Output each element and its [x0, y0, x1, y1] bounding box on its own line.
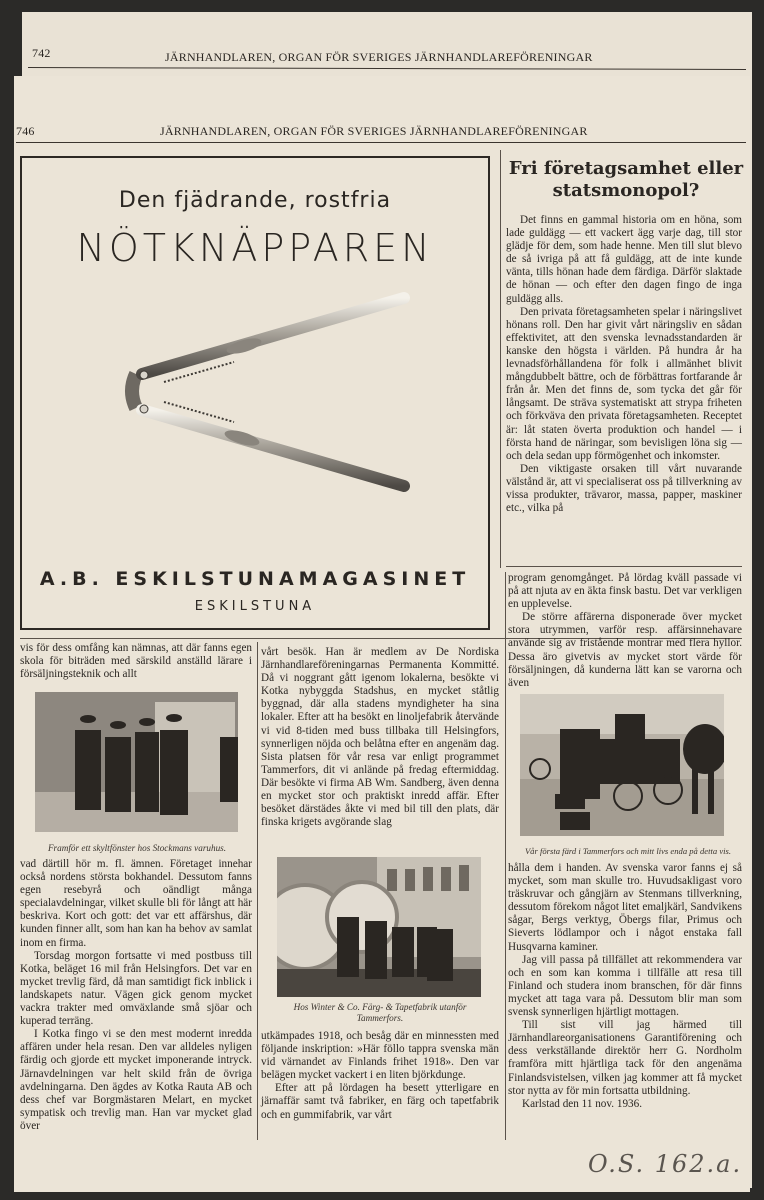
nutcracker-illustration-icon	[114, 276, 414, 506]
article-title: Fri företagsamhet eller statsmonopol?	[508, 158, 744, 201]
photo-factory-group-icon	[277, 857, 481, 997]
article-paragraph: Den viktigaste orsaken till vårt nuvarande välstånd är, att vi specialiserat oss på tillverkning av vissa produkter, trävaror, massa, papper, maskiner etc., vilka på	[506, 462, 742, 515]
ad-subtitle: Den fjädrande, rostfria	[118, 188, 392, 213]
photo-men-in-hats-icon	[35, 692, 238, 832]
report-col1-top	[20, 642, 252, 681]
back-page-number: 742	[32, 46, 51, 60]
report-paragraph: Till sist vill jag härmed till Järnhandlareorganisationens Garantiförening och dess verkställande direktör herr G. Nordholm framföra mitt hjärtliga tack för den angenäma Finlandsvistelsen, vilken jag kommer att få mycket stor nytta av för min fortsatta utbildning.	[508, 1019, 742, 1097]
column-divider	[505, 572, 506, 1140]
report-paragraph: program genomgånget. På lördag kväll passade vi på att njuta av en äkta finsk bastu. Det var verkligen en upplevelse.	[508, 572, 742, 611]
ad-title: NÖTKNÄPPAREN	[76, 226, 434, 270]
report-text: vis för dess omfång kan nämnas, att där fanns egen skola för biträden med särskild anställd lärare i försäljningsteknik och allt	[20, 642, 252, 681]
handwritten-archive-mark: O.S. 162.a.	[588, 1150, 743, 1178]
report-col1-bottom	[20, 858, 252, 1133]
report-paragraph: Efter att på lördagen ha besett ytterligare en järnaffär samt två fabriker, en färg och tapetfabrik och en gummifabrik, var vårt	[261, 1082, 499, 1121]
report-col3-bottom	[508, 862, 742, 1111]
article-paragraph: Den privata företagsamheten spelar i näringslivet hönans roll. Den har givit vårt näringsliv en sådan effektivitet, att den svenska levnadsstandarden är kanske den högsta i världen. På hundra år ha levnadsförhållandena för folk i allmänhet blivit mångdubbelt bättre, och de förbättras fortfarande år från år. Men det finns de, som tycka det går för långsamt. De sträva systematiskt att strypa friheten och förkväva den privata företagsamheten. Receptet är: låt staten överta produktion och handel — i första hand de näringar, som bevisligen löna sig — och dela sedan upp förmögenhet och inkomster.	[506, 305, 742, 462]
ad-city: ESKILSTUNA	[194, 599, 316, 614]
report-paragraph: vad därtill hör m. fl. ämnen. Företaget innehar också nordens största bokhandel. Dessutom fanns egen resebyrå och oändligt många specialavdelningar, vilket skulle bli för långt att här beskriva. Kort och gott: det var ett affärshus, där kunden finner allt, som han kan ha behov av samlat inom en firma.	[20, 858, 252, 949]
report-paragraph: utkämpades 1918, och besåg där en minnessten med följande inskription: »Här föllo tappra svenska män vid värnandet av Finlands frihet 1918». Den var belägen mycket vackert i en liten björkdunge.	[261, 1030, 499, 1082]
report-paragraph: hålla dem i handen. Av svenska varor fanns ej så mycket, som man skulle tro. Huvudsakligast voro träskruvar och gångjärn av Stenmans tillverkning, dessutom förekom något litet emaljkärl, Sandvikens sågar, Bergs verktyg, Öbergs filar, Primus och Sieverts lödlampor och i något enstaka fall Husqvarna kaminer.	[508, 862, 742, 953]
front-page-number: 746	[16, 124, 35, 138]
article-paragraph: Det finns en gammal historia om en höna, som lade guldägg — ett vackert ägg varje dag, till stor glädje för dem, som hade henne. Men till slut blevo de så ivriga på att få guldägg, att de inte kunde vänta, tills hönan hade dem färdiga. Därför slaktade de hönan — och efter den dagen fingo de inga guldägg alls.	[506, 214, 742, 305]
photo-horse-carriage-icon	[520, 694, 724, 836]
photo-winter-factory	[277, 857, 481, 997]
report-col2-top	[261, 646, 499, 829]
report-text: vårt besök. Han är medlem av De Nordiska Järnhandlareföreningarnas Permanenta Kommitté. Då vi noggrant gått igenom lokalerna, besökte vi Kotka nybyggda Stadshus, en mycket ståtlig byggnad, där alla stadens myndigheter ha sina lokaler. Efter att ha besökt en linoljefabrik återvände vi vid 8-tiden med buss tillbaka till Helsingfors, synnerligen nöjda och belåtna efter en angenäm dag. Sista platsen för vår resa var enligt programmet Tammerfors, dit vi anlände på fredag eftermiddag. Där besökte vi firma AB Wm. Sandberg, även denna en mycket stor och praktiskt inredd affär. Efter besöket därstädes åkte vi med bil till den plats, där finska krigets avgörande slag	[261, 646, 499, 829]
report-paragraph: Torsdag morgon fortsatte vi med postbuss till Kotka, beläget 16 mil från Helsingfors. Det var en mycket trevlig färd, då man samtidigt fick inblick i landskapets natur. Vägen gick genom mycket vackra trakter med omväxlande små sjöar och kuperad terräng.	[20, 949, 252, 1028]
report-signoff: Karlstad den 11 nov. 1936.	[522, 1097, 643, 1110]
report-col3-top	[508, 572, 742, 690]
photo-carriage	[520, 694, 724, 836]
front-header-rule	[16, 142, 746, 143]
front-page-header: JÄRNHANDLAREN, ORGAN FÖR SVERIGES JÄRNHANDLAREFÖRENINGAR	[160, 124, 588, 138]
article-end-rule	[506, 566, 742, 567]
column-divider	[257, 642, 258, 1140]
article-body	[506, 214, 742, 515]
report-paragraph: De större affärerna disponerade över mycket stora utrymmen, varför resp. affärsinnehavare använde sig av fristående montrar med flera hyllor. Dessa äro givetvis av mycket stort värde för försäljningen, då kunderna lätt kan se varorna och även	[508, 611, 742, 689]
photo3-caption: Vår första färd i Tammerfors och mitt livs enda på detta vis.	[524, 846, 732, 856]
report-col2-bottom	[261, 1030, 499, 1122]
report-paragraph: Jag vill passa på tillfället att rekommendera var och en som kan komma i tillfälle att resa till Finland och studera inom branschen, för där finns mycket att taga vara på. Dessutom blir man som svensk synnerligen hjärtligt mottagen.	[508, 953, 742, 1019]
nutcracker-advertisement	[20, 156, 490, 630]
photo1-caption: Framför ett skyltfönster hos Stockmans varuhus.	[47, 843, 227, 853]
back-page-header: JÄRNHANDLAREN, ORGAN FÖR SVERIGES JÄRNHANDLAREFÖRENINGAR	[165, 50, 593, 64]
column-divider	[500, 150, 501, 568]
photo-stockmann-window	[35, 692, 238, 832]
report-paragraph: I Kotka fingo vi se den mest modernt inredda affären under hela resan. Den var alldeles nyligen färdig och gjorde ett mycket imponerande intryck. Järnavdelningen var helt skild från de övriga avdelningarna. Den ägdes av Kotka Rauta AB och dess chef var Borgmästaren Melart, en mycket sympatisk och trevlig man. Han var mycket glad över	[20, 1028, 252, 1132]
ad-company-name: A.B. ESKILSTUNAMAGASINET	[39, 568, 471, 590]
photo2-caption: Hos Winter & Co. Färg- & Tapetfabrik utanför Tammerfors.	[293, 1002, 467, 1023]
